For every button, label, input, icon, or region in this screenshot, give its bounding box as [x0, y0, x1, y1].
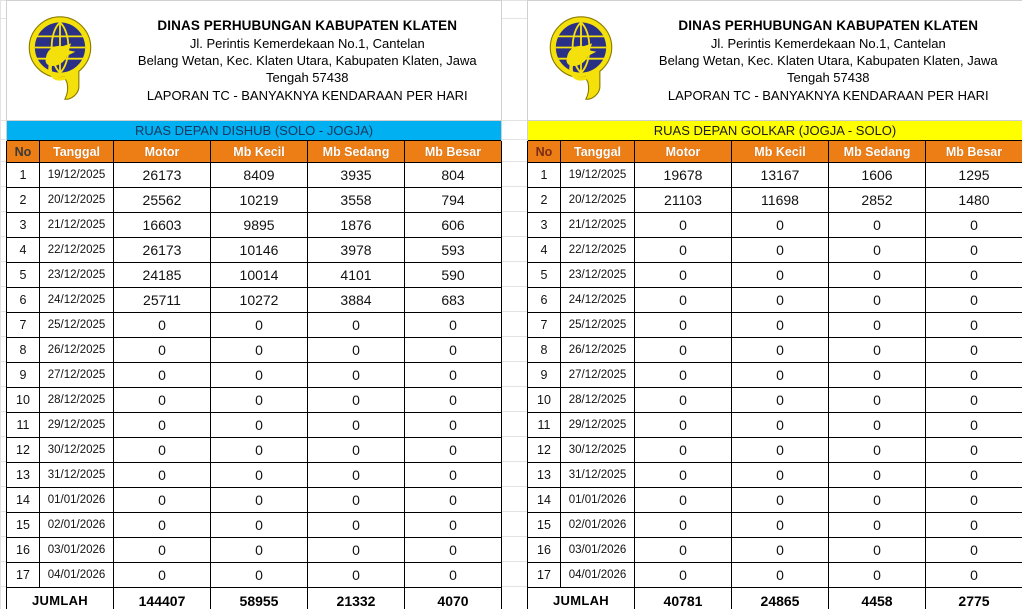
cell-no[interactable]: 6: [528, 288, 561, 313]
cell-mb-kecil[interactable]: 10272: [211, 288, 308, 313]
cell-mb-besar[interactable]: 0: [926, 263, 1022, 288]
cell-no[interactable]: 3: [7, 213, 40, 238]
cell-tanggal[interactable]: 26/12/2025: [561, 338, 635, 363]
cell-motor[interactable]: 0: [114, 338, 211, 363]
report-table-ruas-depan-golkar: [527, 0, 1022, 609]
cell-mb-sedang[interactable]: 0: [308, 488, 405, 513]
cell-mb-kecil[interactable]: 0: [732, 363, 829, 388]
cell-motor[interactable]: 0: [635, 438, 732, 463]
column-header-motor[interactable]: Motor: [635, 141, 732, 163]
table-row[interactable]: [7, 438, 502, 463]
cell-tanggal[interactable]: 23/12/2025: [40, 263, 114, 288]
cell-mb-sedang[interactable]: 0: [308, 413, 405, 438]
cell-mb-besar[interactable]: 0: [405, 438, 502, 463]
cell-mb-kecil[interactable]: 0: [732, 388, 829, 413]
table-row[interactable]: [528, 188, 1022, 213]
column-header-no[interactable]: No: [7, 141, 40, 163]
column-header-no[interactable]: No: [528, 141, 561, 163]
letterhead-row: [528, 1, 1022, 121]
cell-mb-sedang[interactable]: 2852: [829, 188, 926, 213]
letterhead-text-cell: [635, 1, 1022, 121]
cell-tanggal[interactable]: 22/12/2025: [561, 238, 635, 263]
cell-motor[interactable]: 25562: [114, 188, 211, 213]
cell-mb-besar[interactable]: 590: [405, 263, 502, 288]
cell-mb-kecil[interactable]: 0: [211, 538, 308, 563]
cell-no[interactable]: 16: [7, 538, 40, 563]
cell-mb-kecil[interactable]: 10014: [211, 263, 308, 288]
cell-no[interactable]: 14: [528, 488, 561, 513]
cell-motor[interactable]: 0: [114, 438, 211, 463]
cell-tanggal[interactable]: 27/12/2025: [40, 363, 114, 388]
ruas-title-ruas-depan-dishub: RUAS DEPAN DISHUB (SOLO - JOGJA): [7, 121, 502, 141]
cell-mb-besar[interactable]: 0: [926, 213, 1022, 238]
cell-tanggal[interactable]: 03/01/2026: [561, 538, 635, 563]
total-label: JUMLAH: [7, 588, 114, 609]
cell-mb-besar[interactable]: 0: [926, 463, 1022, 488]
cell-mb-besar[interactable]: 0: [926, 363, 1022, 388]
cell-no[interactable]: 9: [528, 363, 561, 388]
cell-mb-besar[interactable]: 0: [405, 388, 502, 413]
total-mb-kecil: 24865: [732, 588, 829, 609]
cell-no[interactable]: 8: [7, 338, 40, 363]
cell-no[interactable]: 6: [7, 288, 40, 313]
cell-motor[interactable]: 0: [635, 213, 732, 238]
cell-tanggal[interactable]: 31/12/2025: [40, 463, 114, 488]
cell-mb-sedang[interactable]: 0: [308, 313, 405, 338]
cell-tanggal[interactable]: 25/12/2025: [40, 313, 114, 338]
cell-mb-besar[interactable]: 0: [405, 538, 502, 563]
cell-mb-sedang[interactable]: 1876: [308, 213, 405, 238]
cell-no[interactable]: 15: [528, 513, 561, 538]
cell-mb-sedang[interactable]: 0: [829, 263, 926, 288]
address-line-2: Belang Wetan, Kec. Klaten Utara, Kabupaten Klaten, Jawa: [658, 53, 998, 69]
cell-mb-kecil[interactable]: 0: [732, 463, 829, 488]
cell-mb-sedang[interactable]: 0: [308, 513, 405, 538]
cell-mb-besar[interactable]: 0: [926, 513, 1022, 538]
cell-motor[interactable]: 0: [635, 288, 732, 313]
table-row[interactable]: [7, 513, 502, 538]
letterhead-logo-cell: [7, 1, 114, 121]
column-header-mb-sedang[interactable]: Mb Sedang: [308, 141, 405, 163]
ruas-band-row: [528, 121, 1022, 141]
cell-mb-kecil[interactable]: 9895: [211, 213, 308, 238]
cell-no[interactable]: 5: [7, 263, 40, 288]
cell-mb-besar[interactable]: 606: [405, 213, 502, 238]
table-row[interactable]: [528, 438, 1022, 463]
total-label: JUMLAH: [528, 588, 635, 609]
cell-mb-besar[interactable]: 0: [926, 538, 1022, 563]
table-row[interactable]: [7, 563, 502, 588]
cell-motor[interactable]: 0: [635, 263, 732, 288]
cell-motor[interactable]: 0: [635, 338, 732, 363]
table-row[interactable]: [528, 213, 1022, 238]
column-header-row: [528, 141, 1022, 163]
table-row[interactable]: [528, 363, 1022, 388]
cell-mb-kecil[interactable]: 0: [732, 563, 829, 588]
total-mb-besar: 2775: [926, 588, 1022, 609]
cell-mb-besar[interactable]: 0: [405, 338, 502, 363]
cell-tanggal[interactable]: 28/12/2025: [40, 388, 114, 413]
table-row[interactable]: [7, 488, 502, 513]
cell-tanggal[interactable]: 02/01/2026: [561, 513, 635, 538]
cell-mb-besar[interactable]: 0: [926, 238, 1022, 263]
letterhead-row: [7, 1, 502, 121]
cell-no[interactable]: 11: [528, 413, 561, 438]
cell-mb-kecil[interactable]: 0: [732, 288, 829, 313]
cell-tanggal[interactable]: 04/01/2026: [561, 563, 635, 588]
cell-no[interactable]: 4: [528, 238, 561, 263]
cell-mb-kecil[interactable]: 11698: [732, 188, 829, 213]
cell-tanggal[interactable]: 02/01/2026: [40, 513, 114, 538]
total-mb-sedang: 21332: [308, 588, 405, 609]
report-title: LAPORAN TC - BANYAKNYA KENDARAAN PER HARI: [667, 87, 989, 103]
cell-mb-besar[interactable]: 0: [405, 463, 502, 488]
cell-motor[interactable]: 0: [635, 313, 732, 338]
cell-tanggal[interactable]: 20/12/2025: [561, 188, 635, 213]
cell-mb-besar[interactable]: 804: [405, 163, 502, 188]
column-header-mb-besar[interactable]: Mb Besar: [926, 141, 1022, 163]
table-row[interactable]: [528, 563, 1022, 588]
cell-tanggal[interactable]: 19/12/2025: [40, 163, 114, 188]
table-row[interactable]: [7, 313, 502, 338]
cell-motor[interactable]: 0: [114, 563, 211, 588]
cell-motor[interactable]: 0: [114, 413, 211, 438]
cell-tanggal[interactable]: 24/12/2025: [40, 288, 114, 313]
table-row[interactable]: [528, 313, 1022, 338]
cell-mb-besar[interactable]: 0: [405, 563, 502, 588]
table-row[interactable]: [7, 238, 502, 263]
cell-tanggal[interactable]: 04/01/2026: [40, 563, 114, 588]
org-title: DINAS PERHUBUNGAN KABUPATEN KLATEN: [157, 18, 458, 34]
cell-no[interactable]: 5: [528, 263, 561, 288]
cell-mb-sedang[interactable]: 0: [829, 213, 926, 238]
table-row[interactable]: [7, 463, 502, 488]
cell-mb-sedang[interactable]: 0: [829, 413, 926, 438]
cell-no[interactable]: 12: [528, 438, 561, 463]
table-row[interactable]: [528, 288, 1022, 313]
address-line-1: Jl. Perintis Kemerdekaan No.1, Cantelan: [710, 36, 946, 52]
address-line-2: Belang Wetan, Kec. Klaten Utara, Kabupaten Klaten, Jawa: [137, 53, 477, 69]
cell-motor[interactable]: 24185: [114, 263, 211, 288]
cell-tanggal[interactable]: 23/12/2025: [561, 263, 635, 288]
cell-mb-kecil[interactable]: 0: [732, 213, 829, 238]
cell-mb-sedang[interactable]: 0: [829, 338, 926, 363]
column-header-mb-kecil[interactable]: Mb Kecil: [211, 141, 308, 163]
cell-mb-sedang[interactable]: 0: [308, 538, 405, 563]
cell-mb-kecil[interactable]: 0: [732, 263, 829, 288]
total-mb-besar: 4070: [405, 588, 502, 609]
gridline-vertical: [0, 0, 1, 609]
cell-motor[interactable]: 16603: [114, 213, 211, 238]
cell-no[interactable]: 9: [7, 363, 40, 388]
cell-motor[interactable]: 0: [114, 313, 211, 338]
cell-no[interactable]: 12: [7, 438, 40, 463]
dishub-globe-logo: [25, 14, 95, 102]
cell-mb-kecil[interactable]: 10146: [211, 238, 308, 263]
table-row[interactable]: [7, 188, 502, 213]
cell-motor[interactable]: 0: [635, 388, 732, 413]
cell-mb-kecil[interactable]: 10219: [211, 188, 308, 213]
cell-motor[interactable]: 0: [114, 488, 211, 513]
cell-mb-sedang[interactable]: 0: [829, 538, 926, 563]
cell-tanggal[interactable]: 03/01/2026: [40, 538, 114, 563]
cell-mb-kecil[interactable]: 0: [211, 463, 308, 488]
cell-motor[interactable]: 21103: [635, 188, 732, 213]
cell-mb-besar[interactable]: 0: [405, 413, 502, 438]
cell-mb-kecil[interactable]: 0: [732, 413, 829, 438]
cell-mb-sedang[interactable]: 0: [829, 363, 926, 388]
cell-mb-besar[interactable]: 0: [926, 313, 1022, 338]
cell-no[interactable]: 17: [7, 563, 40, 588]
cell-no[interactable]: 14: [7, 488, 40, 513]
cell-motor[interactable]: 19678: [635, 163, 732, 188]
cell-mb-kecil[interactable]: 0: [211, 513, 308, 538]
cell-mb-sedang[interactable]: 0: [829, 438, 926, 463]
cell-mb-kecil[interactable]: 0: [211, 563, 308, 588]
total-motor: 40781: [635, 588, 732, 609]
cell-no[interactable]: 13: [528, 463, 561, 488]
report-title: LAPORAN TC - BANYAKNYA KENDARAAN PER HARI: [146, 87, 468, 103]
cell-no[interactable]: 2: [7, 188, 40, 213]
cell-mb-besar[interactable]: 0: [405, 488, 502, 513]
dishub-globe-logo: [546, 14, 616, 102]
cell-motor[interactable]: 0: [114, 363, 211, 388]
cell-mb-kecil[interactable]: 0: [732, 513, 829, 538]
table-row[interactable]: [528, 263, 1022, 288]
cell-motor[interactable]: 0: [635, 413, 732, 438]
column-header-tanggal[interactable]: Tanggal: [40, 141, 114, 163]
cell-mb-besar[interactable]: 0: [926, 388, 1022, 413]
table-row[interactable]: [7, 338, 502, 363]
column-header-mb-sedang[interactable]: Mb Sedang: [829, 141, 926, 163]
cell-mb-besar[interactable]: 0: [926, 438, 1022, 463]
cell-motor[interactable]: 26173: [114, 163, 211, 188]
cell-no[interactable]: 7: [528, 313, 561, 338]
table-row[interactable]: [528, 338, 1022, 363]
cell-mb-besar[interactable]: 0: [405, 363, 502, 388]
cell-tanggal[interactable]: 21/12/2025: [561, 213, 635, 238]
cell-mb-sedang[interactable]: 0: [308, 563, 405, 588]
cell-mb-kecil[interactable]: 8409: [211, 163, 308, 188]
cell-mb-kecil[interactable]: 0: [211, 388, 308, 413]
total-motor: 144407: [114, 588, 211, 609]
cell-mb-besar[interactable]: 0: [926, 563, 1022, 588]
address-line-3: Tengah 57438: [266, 70, 349, 86]
cell-motor[interactable]: 0: [635, 563, 732, 588]
org-title: DINAS PERHUBUNGAN KABUPATEN KLATEN: [678, 18, 979, 34]
column-header-mb-kecil[interactable]: Mb Kecil: [732, 141, 829, 163]
table-row[interactable]: [528, 513, 1022, 538]
cell-motor[interactable]: 0: [114, 463, 211, 488]
table-row[interactable]: [7, 263, 502, 288]
table-row[interactable]: [7, 388, 502, 413]
table-row[interactable]: [528, 388, 1022, 413]
cell-tanggal[interactable]: 29/12/2025: [40, 413, 114, 438]
cell-mb-kecil[interactable]: 0: [732, 538, 829, 563]
cell-no[interactable]: 3: [528, 213, 561, 238]
cell-tanggal[interactable]: 01/01/2026: [561, 488, 635, 513]
cell-mb-kecil[interactable]: 0: [211, 338, 308, 363]
table-row[interactable]: [528, 163, 1022, 188]
table-row[interactable]: [528, 488, 1022, 513]
cell-mb-sedang[interactable]: 3884: [308, 288, 405, 313]
cell-no[interactable]: 10: [7, 388, 40, 413]
cell-mb-sedang[interactable]: 0: [308, 438, 405, 463]
cell-no[interactable]: 4: [7, 238, 40, 263]
ruas-title-ruas-depan-golkar: RUAS DEPAN GOLKAR (JOGJA - SOLO): [528, 121, 1022, 141]
total-mb-kecil: 58955: [211, 588, 308, 609]
cell-mb-sedang[interactable]: 0: [829, 238, 926, 263]
cell-mb-besar[interactable]: 1295: [926, 163, 1022, 188]
cell-no[interactable]: 17: [528, 563, 561, 588]
cell-mb-sedang[interactable]: 0: [308, 463, 405, 488]
cell-tanggal[interactable]: 27/12/2025: [561, 363, 635, 388]
cell-tanggal[interactable]: 20/12/2025: [40, 188, 114, 213]
table-row[interactable]: [528, 413, 1022, 438]
cell-no[interactable]: 16: [528, 538, 561, 563]
cell-motor[interactable]: 0: [635, 538, 732, 563]
cell-mb-kecil[interactable]: 0: [732, 488, 829, 513]
ruas-band-row: [7, 121, 502, 141]
cell-mb-besar[interactable]: 593: [405, 238, 502, 263]
table-row[interactable]: [528, 463, 1022, 488]
cell-mb-sedang[interactable]: 0: [829, 488, 926, 513]
cell-mb-kecil[interactable]: 0: [211, 363, 308, 388]
table-row[interactable]: [7, 413, 502, 438]
cell-mb-besar[interactable]: 0: [926, 488, 1022, 513]
cell-mb-besar[interactable]: 1480: [926, 188, 1022, 213]
cell-tanggal[interactable]: 30/12/2025: [561, 438, 635, 463]
cell-no[interactable]: 7: [7, 313, 40, 338]
cell-motor[interactable]: 0: [635, 363, 732, 388]
cell-mb-sedang[interactable]: 3978: [308, 238, 405, 263]
cell-motor[interactable]: 0: [635, 238, 732, 263]
cell-tanggal[interactable]: 01/01/2026: [40, 488, 114, 513]
report-table-ruas-depan-dishub: [6, 0, 502, 609]
cell-tanggal[interactable]: 28/12/2025: [561, 388, 635, 413]
cell-tanggal[interactable]: 26/12/2025: [40, 338, 114, 363]
table-row[interactable]: [7, 163, 502, 188]
cell-motor[interactable]: 0: [114, 538, 211, 563]
cell-mb-besar[interactable]: 683: [405, 288, 502, 313]
cell-mb-kecil[interactable]: 0: [732, 338, 829, 363]
cell-mb-sedang[interactable]: 0: [308, 338, 405, 363]
cell-mb-kecil[interactable]: 0: [211, 313, 308, 338]
cell-tanggal[interactable]: 31/12/2025: [561, 463, 635, 488]
table-row[interactable]: [7, 288, 502, 313]
letterhead-text-cell: [114, 1, 502, 121]
cell-tanggal[interactable]: 30/12/2025: [40, 438, 114, 463]
cell-mb-sedang[interactable]: 0: [829, 463, 926, 488]
cell-motor[interactable]: 0: [635, 463, 732, 488]
cell-mb-besar[interactable]: 0: [405, 313, 502, 338]
total-row: [528, 588, 1022, 609]
cell-motor[interactable]: 25711: [114, 288, 211, 313]
cell-mb-sedang[interactable]: 4101: [308, 263, 405, 288]
cell-mb-sedang[interactable]: 0: [829, 513, 926, 538]
cell-motor[interactable]: 26173: [114, 238, 211, 263]
letterhead-logo-cell: [528, 1, 635, 121]
cell-no[interactable]: 11: [7, 413, 40, 438]
cell-no[interactable]: 10: [528, 388, 561, 413]
cell-mb-kecil[interactable]: 13167: [732, 163, 829, 188]
cell-motor[interactable]: 0: [114, 388, 211, 413]
column-header-row: [7, 141, 502, 163]
cell-mb-kecil[interactable]: 0: [732, 238, 829, 263]
cell-mb-kecil[interactable]: 0: [732, 313, 829, 338]
column-header-tanggal[interactable]: Tanggal: [561, 141, 635, 163]
cell-mb-kecil[interactable]: 0: [211, 413, 308, 438]
cell-mb-sedang[interactable]: 1606: [829, 163, 926, 188]
address-line-1: Jl. Perintis Kemerdekaan No.1, Cantelan: [189, 36, 425, 52]
column-header-motor[interactable]: Motor: [114, 141, 211, 163]
cell-tanggal[interactable]: 19/12/2025: [561, 163, 635, 188]
cell-mb-sedang[interactable]: 0: [829, 313, 926, 338]
cell-mb-sedang[interactable]: 3558: [308, 188, 405, 213]
cell-mb-sedang[interactable]: 0: [308, 363, 405, 388]
cell-mb-sedang[interactable]: 0: [829, 388, 926, 413]
cell-mb-kecil[interactable]: 0: [211, 438, 308, 463]
cell-no[interactable]: 2: [528, 188, 561, 213]
table-row[interactable]: [7, 538, 502, 563]
column-header-mb-besar[interactable]: Mb Besar: [405, 141, 502, 163]
total-mb-sedang: 4458: [829, 588, 926, 609]
cell-tanggal[interactable]: 29/12/2025: [561, 413, 635, 438]
cell-no[interactable]: 1: [528, 163, 561, 188]
cell-tanggal[interactable]: 21/12/2025: [40, 213, 114, 238]
cell-mb-kecil[interactable]: 0: [732, 438, 829, 463]
table-row[interactable]: [7, 213, 502, 238]
cell-motor[interactable]: 0: [635, 513, 732, 538]
table-row[interactable]: [528, 538, 1022, 563]
cell-no[interactable]: 8: [528, 338, 561, 363]
table-row[interactable]: [7, 363, 502, 388]
cell-motor[interactable]: 0: [114, 513, 211, 538]
cell-mb-besar[interactable]: 0: [926, 413, 1022, 438]
total-row: [7, 588, 502, 609]
cell-motor[interactable]: 0: [635, 488, 732, 513]
cell-mb-besar[interactable]: 0: [926, 338, 1022, 363]
cell-no[interactable]: 15: [7, 513, 40, 538]
cell-mb-sedang[interactable]: 3935: [308, 163, 405, 188]
cell-mb-besar[interactable]: 0: [405, 513, 502, 538]
cell-mb-sedang[interactable]: 0: [829, 288, 926, 313]
address-line-3: Tengah 57438: [787, 70, 870, 86]
cell-tanggal[interactable]: 25/12/2025: [561, 313, 635, 338]
cell-mb-besar[interactable]: 794: [405, 188, 502, 213]
cell-mb-sedang[interactable]: 0: [829, 563, 926, 588]
table-row[interactable]: [528, 238, 1022, 263]
cell-mb-kecil[interactable]: 0: [211, 488, 308, 513]
cell-no[interactable]: 13: [7, 463, 40, 488]
cell-tanggal[interactable]: 22/12/2025: [40, 238, 114, 263]
cell-mb-sedang[interactable]: 0: [308, 388, 405, 413]
cell-mb-besar[interactable]: 0: [926, 288, 1022, 313]
cell-tanggal[interactable]: 24/12/2025: [561, 288, 635, 313]
cell-no[interactable]: 1: [7, 163, 40, 188]
